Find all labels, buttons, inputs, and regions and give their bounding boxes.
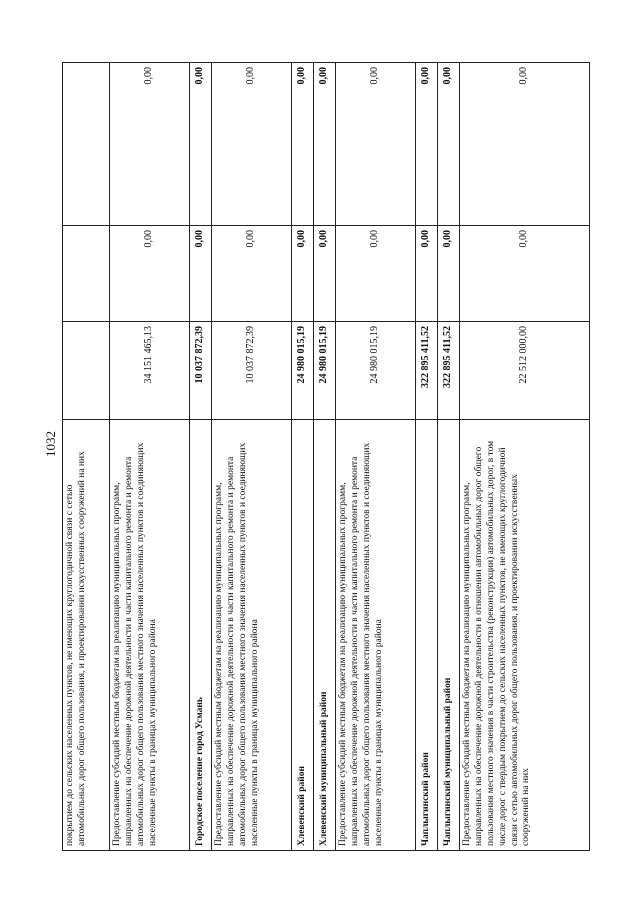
amount-cell: 24 980 015,19	[314, 322, 336, 420]
budget-table-rotated	[62, 63, 589, 851]
row-name-cell: покрытием до сельских населенных пунктов, не имеющих круглогодичной связи с сетью автомобильных дорог общего пользования, и проектировании искусственных сооружений на них	[63, 420, 110, 851]
amount-cell: 0,00	[190, 63, 212, 226]
amount-cell: 10 037 872,39	[190, 322, 212, 420]
row-name-cell: Хлевенский район	[292, 420, 314, 851]
amount-cell: 322 895 411,52	[438, 322, 460, 420]
amount-cell: 0,00	[212, 63, 292, 226]
table-row	[190, 63, 212, 851]
amount-cell	[63, 63, 110, 226]
row-name-cell: Чаплыгинский муниципальный район	[438, 420, 460, 851]
amount-cell	[63, 322, 110, 420]
amount-cell: 34 151 465,13	[110, 322, 190, 420]
amount-cell: 0,00	[292, 226, 314, 322]
table-row	[314, 63, 336, 851]
amount-cell: 0,00	[438, 226, 460, 322]
amount-cell: 10 037 872,39	[212, 322, 292, 420]
amount-cell: 0,00	[212, 226, 292, 322]
table-row	[63, 63, 110, 851]
page-number: 1032	[43, 431, 58, 457]
amount-cell: 0,00	[292, 63, 314, 226]
table-row	[438, 63, 460, 851]
amount-cell: 0,00	[460, 63, 590, 226]
amount-cell: 0,00	[416, 63, 438, 226]
row-name-cell: Предоставление субсидий местным бюджетам на реализацию муниципальных программ, направленных на обеспечение дорожной деятельности в части капитального ремонта и ремонта автомобильных дорог общего пользования местного значения населенных пунктов и соединяющих населенные пункты в границах муниципального района	[212, 420, 292, 851]
amount-cell: 0,00	[110, 63, 190, 226]
table-row	[292, 63, 314, 851]
table-row	[416, 63, 438, 851]
amount-cell: 0,00	[438, 63, 460, 226]
amount-cell: 0,00	[110, 226, 190, 322]
amount-cell: 24 980 015,19	[336, 322, 416, 420]
amount-cell: 322 895 411,52	[416, 322, 438, 420]
table-row	[336, 63, 416, 851]
table-row	[460, 63, 590, 851]
row-name-cell: Чаплыгинский район	[416, 420, 438, 851]
budget-table	[62, 62, 590, 851]
table-row	[110, 63, 190, 851]
amount-cell: 22 512 000,00	[460, 322, 590, 420]
amount-cell: 0,00	[460, 226, 590, 322]
amount-cell: 0,00	[416, 226, 438, 322]
amount-cell: 0,00	[190, 226, 212, 322]
amount-cell: 24 980 015,19	[292, 322, 314, 420]
row-name-cell: Предоставление субсидий местным бюджетам на реализацию муниципальных программ, направленных на обеспечение дорожной деятельности в отношении автомобильных дорог общего пользования местного значения в части строительства (реконструкции) автомобильных дорог, в том числе дорог с твердым покрытием до сельских населенных пунктов, не имеющих круглогодичной связи с сетью автомобильных дорог общего пользования, и проектировании искусственных сооружений на них	[460, 420, 590, 851]
amount-cell: 0,00	[314, 226, 336, 322]
row-name-cell: Предоставление субсидий местным бюджетам на реализацию муниципальных программ, направленных на обеспечение дорожной деятельности в части капитального ремонта и ремонта автомобильных дорог общего пользования местного значения населенных пунктов и соединяющих населенные пункты в границах муниципального района	[336, 420, 416, 851]
amount-cell: 0,00	[336, 63, 416, 226]
row-name-cell: Предоставление субсидий местным бюджетам на реализацию муниципальных программ, направленных на обеспечение дорожной деятельности в части капитального ремонта и ремонта автомобильных дорог общего пользования местного значения населенных пунктов и соединяющих населенные пункты в границах муниципального района	[110, 420, 190, 851]
table-row	[212, 63, 292, 851]
amount-cell	[63, 226, 110, 322]
amount-cell: 0,00	[314, 63, 336, 226]
row-name-cell: Городское поселение город Усмань	[190, 420, 212, 851]
row-name-cell: Хлевенский муниципальный район	[314, 420, 336, 851]
amount-cell: 0,00	[336, 226, 416, 322]
